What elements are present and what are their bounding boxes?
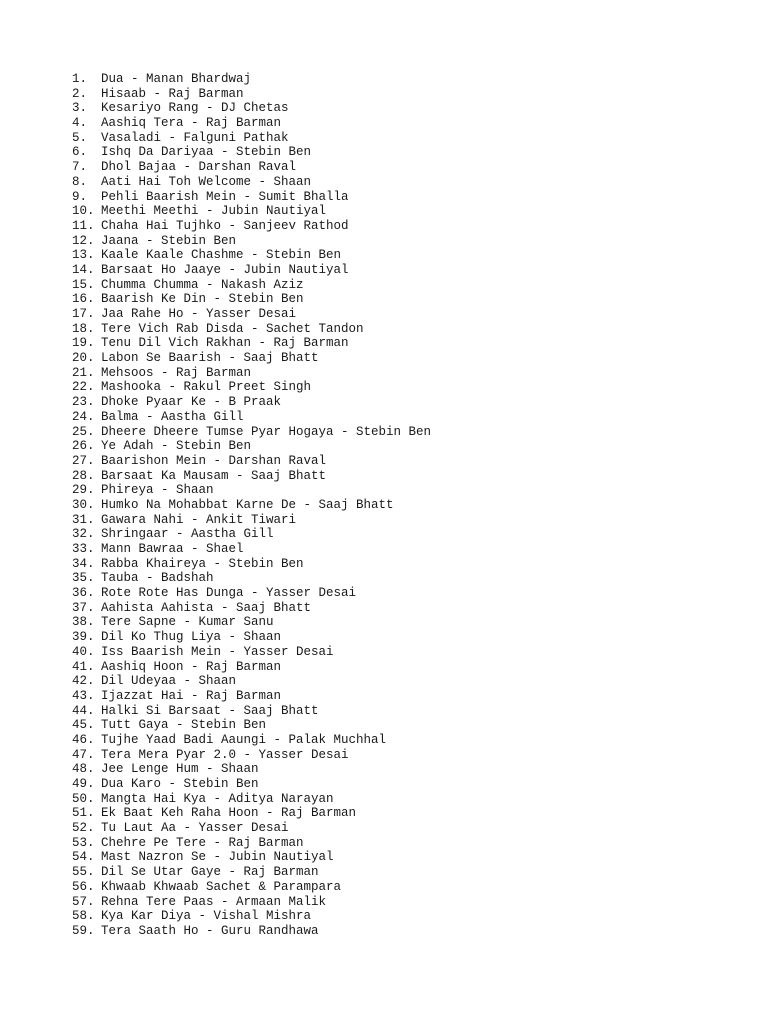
- list-item-number: 29.: [72, 483, 95, 498]
- list-item-number: 32.: [72, 527, 95, 542]
- list-item: [72, 777, 431, 792]
- list-item-text: Chumma Chumma - Nakash Aziz: [101, 277, 304, 292]
- list-item-text: Labon Se Baarish - Saaj Bhatt: [101, 351, 319, 366]
- list-item-text: Dheere Dheere Tumse Pyar Hogaya - Stebin Ben: [101, 424, 432, 439]
- list-item: [72, 513, 431, 528]
- list-item-number: 49.: [72, 777, 95, 791]
- list-item-text: Kya Kar Diya - Vishal Mishra: [101, 909, 312, 924]
- list-item: [72, 806, 431, 821]
- list-item-number: 31.: [72, 512, 95, 527]
- list-item-number: 17.: [72, 307, 95, 321]
- list-item-number: 21.: [72, 365, 95, 380]
- list-item-text: Jaana - Stebin Ben: [101, 233, 237, 248]
- list-item-number: 39.: [72, 630, 95, 645]
- list-item: [72, 219, 431, 234]
- list-item-number: 22.: [72, 380, 95, 395]
- list-item-number: 11.: [72, 218, 95, 233]
- list-item-text: Jaa Rahe Ho - Yasser Desai: [101, 307, 297, 321]
- list-item-text: Hisaab - Raj Barman: [101, 86, 244, 101]
- list-item-text: Vasaladi - Falguni Pathak: [101, 130, 289, 145]
- list-item-text: Rehna Tere Paas - Armaan Malik: [101, 894, 327, 909]
- list-item-text: Halki Si Barsaat - Saaj Bhatt: [101, 703, 319, 718]
- list-item: [72, 439, 431, 454]
- list-item-number: 40.: [72, 644, 95, 659]
- list-item-number: 6.: [72, 145, 88, 160]
- list-item-number: 2.: [72, 86, 88, 101]
- list-item-number: 30.: [72, 497, 95, 512]
- list-item-number: 23.: [72, 395, 95, 410]
- list-item-text: Rote Rote Has Dunga - Yasser Desai: [101, 586, 357, 601]
- list-item-number: 41.: [72, 659, 95, 674]
- list-item-text: Dua - Manan Bhardwaj: [101, 72, 252, 86]
- list-item-text: Tujhe Yaad Badi Aaungi - Palak Muchhal: [101, 732, 387, 747]
- list-item-number: 54.: [72, 850, 95, 865]
- list-item-number: 26.: [72, 439, 95, 454]
- list-item-text: Ek Baat Keh Raha Hoon - Raj Barman: [101, 806, 357, 821]
- list-item-number: 19.: [72, 336, 95, 351]
- list-item-text: Tere Sapne - Kumar Sanu: [101, 615, 274, 630]
- list-item: [72, 542, 431, 557]
- list-item-text: Dua Karo - Stebin Ben: [101, 777, 259, 791]
- list-item: [72, 307, 431, 322]
- list-item-text: Jee Lenge Hum - Shaan: [101, 762, 259, 777]
- list-item-number: 52.: [72, 821, 95, 836]
- list-item-number: 27.: [72, 453, 95, 468]
- list-item-text: Tera Saath Ho - Guru Randhawa: [101, 923, 319, 938]
- list-item-number: 25.: [72, 424, 95, 439]
- list-item: [72, 101, 431, 116]
- list-item: [72, 351, 431, 366]
- list-item-text: Mangta Hai Kya - Aditya Narayan: [101, 791, 334, 806]
- list-item-text: Ye Adah - Stebin Ben: [101, 439, 252, 454]
- list-item: [72, 366, 431, 381]
- list-item-number: 42.: [72, 674, 95, 689]
- list-item-number: 47.: [72, 747, 95, 762]
- list-item-number: 48.: [72, 762, 95, 777]
- list-item: [72, 895, 431, 910]
- list-item-text: Mast Nazron Se - Jubin Nautiyal: [101, 850, 334, 865]
- list-item: [72, 234, 431, 249]
- list-item: [72, 410, 431, 425]
- list-item: [72, 674, 431, 689]
- list-item-text: Balma - Aastha Gill: [101, 409, 244, 424]
- list-item-number: 38.: [72, 615, 95, 630]
- list-item: [72, 72, 431, 87]
- list-item: [72, 601, 431, 616]
- list-item-text: Meethi Meethi - Jubin Nautiyal: [101, 204, 327, 219]
- list-item-text: Aashiq Tera - Raj Barman: [101, 116, 282, 131]
- list-item-number: 50.: [72, 791, 95, 806]
- list-item: [72, 116, 431, 131]
- list-item: [72, 292, 431, 307]
- list-item-number: 33.: [72, 542, 95, 556]
- list-item-number: 12.: [72, 233, 95, 248]
- list-item-number: 37.: [72, 600, 95, 615]
- list-item-text: Baarishon Mein - Darshan Raval: [101, 453, 327, 468]
- list-item-number: 8.: [72, 174, 88, 189]
- list-item: [72, 395, 431, 410]
- list-item-number: 1.: [72, 72, 88, 86]
- list-item-text: Phireya - Shaan: [101, 483, 214, 498]
- list-item: [72, 190, 431, 205]
- list-item: [72, 821, 431, 836]
- list-item-text: Ishq Da Dariyaa - Stebin Ben: [101, 145, 312, 160]
- list-item-text: Mann Bawraa - Shael: [101, 542, 244, 556]
- list-item: [72, 498, 431, 513]
- list-item: [72, 336, 431, 351]
- list-item-text: Khwaab Khwaab Sachet & Parampara: [101, 879, 342, 894]
- list-item: [72, 630, 431, 645]
- list-item-number: 13.: [72, 248, 95, 263]
- list-item-number: 28.: [72, 468, 95, 483]
- list-item-number: 3.: [72, 101, 88, 116]
- list-item: [72, 557, 431, 572]
- list-item-text: Rabba Khaireya - Stebin Ben: [101, 556, 304, 571]
- list-item-text: Kaale Kaale Chashme - Stebin Ben: [101, 248, 342, 263]
- list-item-text: Kesariyo Rang - DJ Chetas: [101, 101, 289, 116]
- list-item: [72, 425, 431, 440]
- list-item: [72, 175, 431, 190]
- song-list: [72, 72, 431, 939]
- list-item-text: Ijazzat Hai - Raj Barman: [101, 688, 282, 703]
- list-item-text: Tu Laut Aa - Yasser Desai: [101, 821, 289, 836]
- list-item: [72, 748, 431, 763]
- list-item: [72, 204, 431, 219]
- list-item-text: Tauba - Badshah: [101, 571, 214, 586]
- list-item: [72, 248, 431, 263]
- list-item: [72, 660, 431, 675]
- list-item-text: Mehsoos - Raj Barman: [101, 365, 252, 380]
- list-item-number: 57.: [72, 894, 95, 909]
- list-item: [72, 380, 431, 395]
- list-item: [72, 880, 431, 895]
- list-item: [72, 278, 431, 293]
- list-item-text: Gawara Nahi - Ankit Tiwari: [101, 512, 297, 527]
- list-item-number: 18.: [72, 321, 95, 336]
- list-item-text: Barsaat Ho Jaaye - Jubin Nautiyal: [101, 262, 349, 277]
- list-item-text: Dhoke Pyaar Ke - B Praak: [101, 395, 282, 410]
- list-item-text: Barsaat Ka Mausam - Saaj Bhatt: [101, 468, 327, 483]
- list-item-text: Pehli Baarish Mein - Sumit Bhalla: [101, 189, 349, 204]
- list-item-text: Mashooka - Rakul Preet Singh: [101, 380, 312, 395]
- list-item-text: Baarish Ke Din - Stebin Ben: [101, 292, 304, 307]
- list-item: [72, 615, 431, 630]
- list-item: [72, 87, 431, 102]
- list-item: [72, 160, 431, 175]
- list-item-number: 51.: [72, 806, 95, 821]
- list-item-number: 14.: [72, 262, 95, 277]
- list-item-text: Tere Vich Rab Disda - Sachet Tandon: [101, 321, 364, 336]
- list-item: [72, 733, 431, 748]
- list-item: [72, 645, 431, 660]
- list-item: [72, 689, 431, 704]
- list-item: [72, 469, 431, 484]
- list-item: [72, 263, 431, 278]
- list-item-number: 4.: [72, 116, 88, 131]
- list-item: [72, 850, 431, 865]
- list-item-text: Aashiq Hoon - Raj Barman: [101, 659, 282, 674]
- list-item: [72, 718, 431, 733]
- list-item-number: 9.: [72, 189, 88, 204]
- list-item: [72, 571, 431, 586]
- list-item-text: Tenu Dil Vich Rakhan - Raj Barman: [101, 336, 349, 351]
- list-item: [72, 527, 431, 542]
- list-item: [72, 762, 431, 777]
- list-item-text: Dil Ko Thug Liya - Shaan: [101, 630, 282, 645]
- list-item-number: 55.: [72, 865, 95, 880]
- list-item-number: 56.: [72, 879, 95, 894]
- list-item: [72, 145, 431, 160]
- list-item-number: 16.: [72, 292, 95, 307]
- list-item-number: 15.: [72, 277, 95, 292]
- list-item-number: 20.: [72, 351, 95, 366]
- list-item-number: 59.: [72, 923, 95, 938]
- list-item-text: Aahista Aahista - Saaj Bhatt: [101, 600, 312, 615]
- list-item-number: 36.: [72, 586, 95, 601]
- list-item-number: 10.: [72, 204, 95, 219]
- list-item-text: Tutt Gaya - Stebin Ben: [101, 718, 267, 733]
- list-item-number: 24.: [72, 409, 95, 424]
- list-item-number: 34.: [72, 556, 95, 571]
- list-item: [72, 483, 431, 498]
- list-item-number: 7.: [72, 160, 88, 175]
- list-item: [72, 454, 431, 469]
- list-item-number: 45.: [72, 718, 95, 733]
- list-item: [72, 865, 431, 880]
- list-item-number: 35.: [72, 571, 95, 586]
- list-item-number: 58.: [72, 909, 95, 924]
- list-item-text: Chehre Pe Tere - Raj Barman: [101, 835, 304, 850]
- list-item: [72, 792, 431, 807]
- list-item-number: 44.: [72, 703, 95, 718]
- list-item: [72, 586, 431, 601]
- list-item-text: Humko Na Mohabbat Karne De - Saaj Bhatt: [101, 497, 394, 512]
- list-item-text: Dil Se Utar Gaye - Raj Barman: [101, 865, 319, 880]
- list-item-text: Aati Hai Toh Welcome - Shaan: [101, 174, 312, 189]
- list-item-number: 53.: [72, 835, 95, 850]
- list-item-text: Iss Baarish Mein - Yasser Desai: [101, 644, 334, 659]
- list-item: [72, 704, 431, 719]
- list-item: [72, 836, 431, 851]
- list-item: [72, 322, 431, 337]
- list-item-text: Chaha Hai Tujhko - Sanjeev Rathod: [101, 218, 349, 233]
- list-item-number: 43.: [72, 688, 95, 703]
- list-item-number: 5.: [72, 130, 88, 145]
- list-item: [72, 909, 431, 924]
- list-item: [72, 924, 431, 939]
- list-item-text: Dhol Bajaa - Darshan Raval: [101, 160, 297, 175]
- list-item-text: Tera Mera Pyar 2.0 - Yasser Desai: [101, 747, 349, 762]
- list-item-number: 46.: [72, 732, 95, 747]
- list-item: [72, 131, 431, 146]
- list-item-text: Shringaar - Aastha Gill: [101, 527, 274, 542]
- list-item-text: Dil Udeyaa - Shaan: [101, 674, 237, 689]
